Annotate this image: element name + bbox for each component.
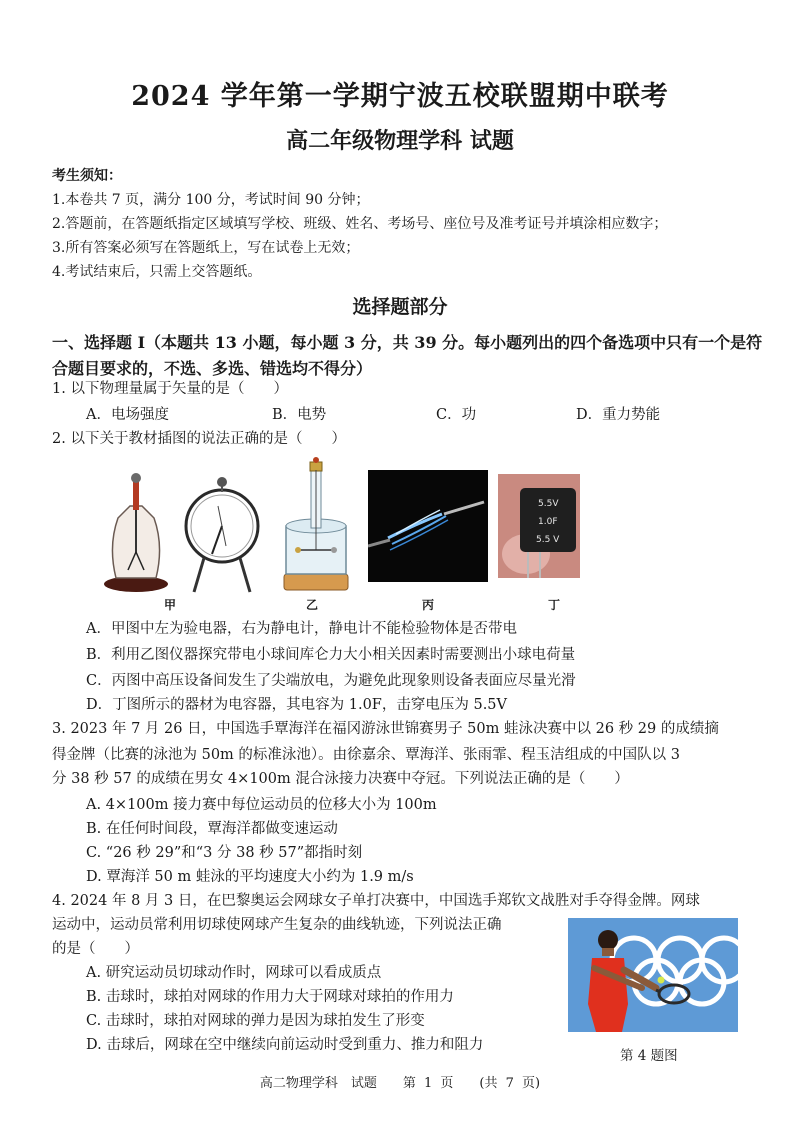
capacitor-label: 1.0F	[538, 517, 558, 527]
q2-option-d: D．丁图所示的器材为电容器，其电容为 1.0F，击穿电压为 5.5V	[86, 697, 507, 713]
q3-option-c: C. “26 秒 29”和“3 分 38 秒 57”都指时刻	[86, 845, 363, 861]
figure-caption-bing: 丙	[422, 598, 435, 612]
exam-subtitle: 高二年级物理学科 试题	[286, 128, 514, 154]
q1-option-c: C．功	[436, 407, 477, 423]
figure-caption-jia: 甲	[164, 598, 177, 612]
notice-item: 2.答题前，在答题纸指定区域填写学校、班级、姓名、考场号、座位号及准考证号并填涂相应数字；	[52, 216, 668, 232]
q1-stem: 1. 以下物理量属于矢量的是（ ）	[52, 381, 288, 397]
q4-option-b: B. 击球时，球拍对网球的作用力大于网球对球拍的作用力	[86, 989, 454, 1005]
page-footer: 高二物理学科 试题 第 1 页 (共 7 页)	[259, 1076, 541, 1091]
electroscope-figure	[100, 466, 260, 594]
q3-option-a: A. 4×100m 接力赛中每位运动员的位移大小为 100m	[86, 797, 437, 813]
q4-stem-line1: 4. 2024 年 8 月 3 日，在巴黎奥运会网球女子单打决赛中，中国选手郑钦文战胜对手夺得金牌。网球	[52, 893, 700, 909]
notice-heading: 考生须知：	[52, 168, 122, 184]
figure-caption-ding: 丁	[548, 598, 561, 612]
q1-option-b: B．电势	[272, 407, 327, 423]
torsion-balance-figure	[278, 456, 354, 594]
q3-stem-line1: 3. 2023 年 7 月 26 日，中国选手覃海洋在福冈游泳世锦赛男子 50m 蛙泳决赛中以 26 秒 29 的成绩摘	[52, 721, 719, 737]
q1-option-d: D．重力势能	[576, 407, 661, 423]
figure-caption-yi: 乙	[306, 598, 319, 612]
q2-option-a: A．甲图中左为验电器，右为静电计，静电计不能检验物体是否带电	[86, 621, 517, 637]
notice-item: 4.考试结束后，只需上交答题纸。	[52, 264, 262, 280]
section-title: 选择题部分	[352, 296, 448, 318]
tennis-photo	[568, 918, 738, 1032]
q2-option-c: C．丙图中高压设备间发生了尖端放电，为避免此现象则设备表面应尽量光滑	[86, 673, 576, 689]
capacitor-label: 5.5V	[538, 499, 559, 509]
notice-item: 3.所有答案必须写在答题纸上，写在试卷上无效；	[52, 240, 360, 256]
q3-stem-line3: 分 38 秒 57 的成绩在男女 4×100m 混合泳接力决赛中夺冠。下列说法正确的是（ ）	[52, 771, 629, 787]
q3-option-b: B. 在任何时间段，覃海洋都做变速运动	[86, 821, 338, 837]
exam-title: 2024 学年第一学期宁波五校联盟期中联考	[131, 81, 669, 112]
q4-stem-line2: 运动中，运动员常利用切球使网球产生复杂的曲线轨迹，下列说法正确	[52, 917, 502, 933]
q4-stem-line3: 的是（ ）	[52, 941, 139, 957]
q2-figures	[100, 456, 580, 612]
q4-option-c: C. 击球时，球拍对网球的弹力是因为球拍发生了形变	[86, 1013, 425, 1029]
q1-option-a: A．电场强度	[86, 407, 169, 423]
notice-item: 1.本卷共 7 页，满分 100 分，考试时间 90 分钟；	[52, 192, 370, 208]
capacitor-label: 5.5 V	[536, 535, 560, 545]
part1-heading: 一、选择题 I（本题共 13 小题，每小题 3 分，共 39 分。每小题列出的四个备选项中只有一个是符合题目要求的，不选、多选、错选均不得分）	[52, 333, 763, 378]
q4-figure-caption: 第 4 题图	[620, 1048, 678, 1064]
exam-notice	[52, 164, 772, 284]
q2-option-b: B．利用乙图仪器探究带电小球间库仑力大小相关因素时需要测出小球电荷量	[86, 647, 576, 663]
q4-option-a: A. 研究运动员切球动作时，网球可以看成质点	[86, 965, 382, 981]
discharge-photo	[368, 470, 488, 582]
q2-stem: 2. 以下关于教材插图的说法正确的是（ ）	[52, 431, 346, 447]
capacitor-photo	[498, 474, 580, 578]
q3-option-d: D. 覃海洋 50 m 蛙泳的平均速度大小约为 1.9 m/s	[86, 869, 414, 885]
q4-option-d: D. 击球后，网球在空中继续向前运动时受到重力、推力和阻力	[86, 1037, 484, 1053]
q3-stem-line2: 得金牌（比赛的泳池为 50m 的标准泳池）。由徐嘉余、覃海洋、张雨霏、程玉洁组成的中国队以 3	[52, 747, 680, 763]
